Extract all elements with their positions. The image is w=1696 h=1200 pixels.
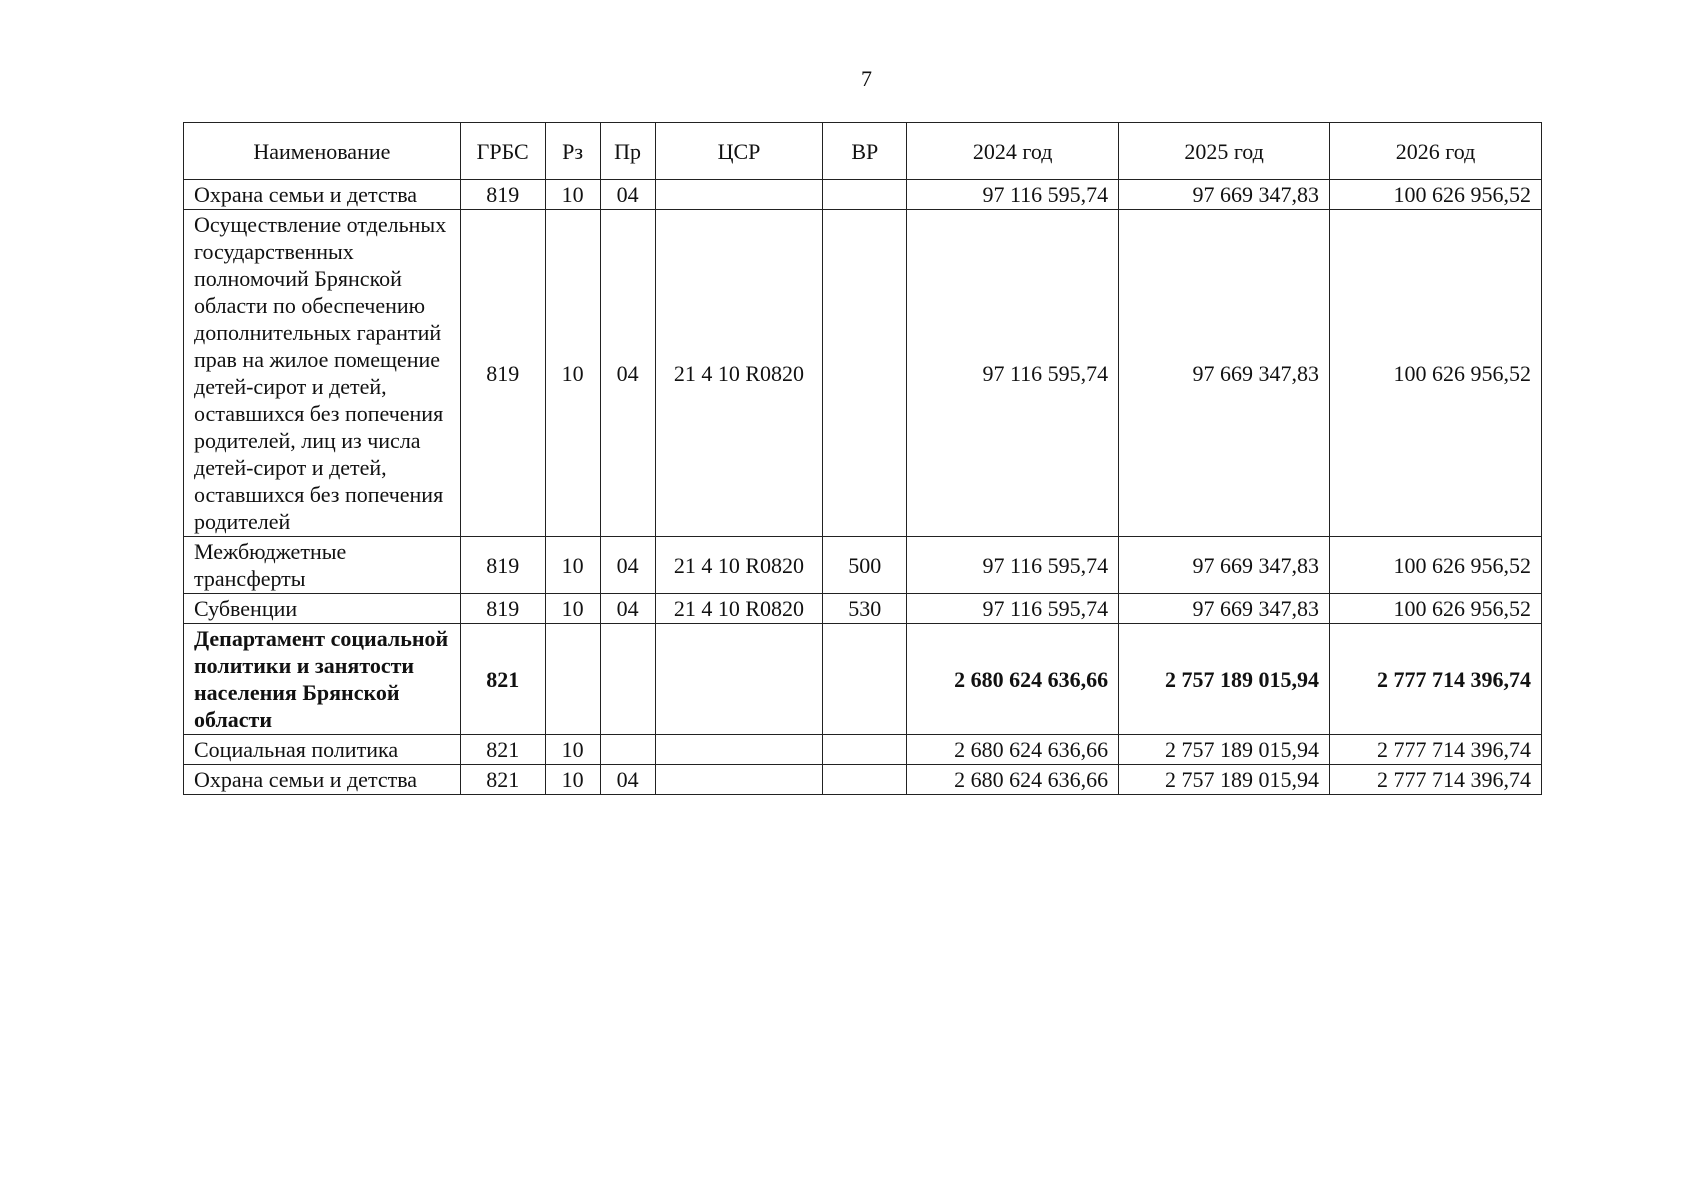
cell-2025: 97 669 347,83: [1119, 537, 1330, 594]
cell-rz: 10: [545, 210, 600, 537]
table-row: [184, 594, 1542, 624]
cell-2024: 97 116 595,74: [907, 180, 1119, 210]
cell-rz: 10: [545, 594, 600, 624]
cell-2026: 100 626 956,52: [1330, 180, 1542, 210]
cell-rz: 10: [545, 180, 600, 210]
table-row: [184, 210, 1542, 537]
table-row: [184, 180, 1542, 210]
table-row: [184, 765, 1542, 795]
cell-csr: 21 4 10 R0820: [655, 537, 823, 594]
cell-2025: 2 757 189 015,94: [1119, 735, 1330, 765]
table-row: [184, 537, 1542, 594]
cell-name: Охрана семьи и детства: [184, 180, 461, 210]
cell-csr: 21 4 10 R0820: [655, 594, 823, 624]
cell-vr: 530: [823, 594, 907, 624]
cell-2026: 100 626 956,52: [1330, 537, 1542, 594]
cell-2025: 2 757 189 015,94: [1119, 624, 1330, 735]
cell-2026: 2 777 714 396,74: [1330, 735, 1542, 765]
cell-2026: 2 777 714 396,74: [1330, 624, 1542, 735]
cell-name: Охрана семьи и детства: [184, 765, 461, 795]
cell-2026: 2 777 714 396,74: [1330, 765, 1542, 795]
cell-pr: 04: [600, 594, 655, 624]
cell-rz: 10: [545, 765, 600, 795]
cell-2024: 2 680 624 636,66: [907, 765, 1119, 795]
cell-vr: [823, 624, 907, 735]
header-2026: 2026 год: [1330, 123, 1542, 180]
cell-grbs: 819: [460, 180, 545, 210]
cell-name: Департамент социальной политики и занятости населения Брянской области: [184, 624, 461, 735]
header-2025: 2025 год: [1119, 123, 1330, 180]
cell-2024: 97 116 595,74: [907, 537, 1119, 594]
cell-name: Субвенции: [184, 594, 461, 624]
cell-2026: 100 626 956,52: [1330, 594, 1542, 624]
cell-rz: 10: [545, 537, 600, 594]
cell-vr: [823, 210, 907, 537]
cell-2024: 97 116 595,74: [907, 210, 1119, 537]
cell-grbs: 821: [460, 735, 545, 765]
header-name: Наименование: [184, 123, 461, 180]
cell-csr: [655, 624, 823, 735]
budget-table: [183, 122, 1542, 795]
header-grbs: ГРБС: [460, 123, 545, 180]
cell-rz: [545, 624, 600, 735]
cell-grbs: 821: [460, 765, 545, 795]
cell-2024: 97 116 595,74: [907, 594, 1119, 624]
table-row: [184, 735, 1542, 765]
cell-grbs: 821: [460, 624, 545, 735]
cell-grbs: 819: [460, 594, 545, 624]
table-row: [184, 624, 1542, 735]
cell-2024: 2 680 624 636,66: [907, 624, 1119, 735]
header-vr: ВР: [823, 123, 907, 180]
cell-rz: 10: [545, 735, 600, 765]
cell-pr: 04: [600, 210, 655, 537]
header-csr: ЦСР: [655, 123, 823, 180]
cell-pr: [600, 735, 655, 765]
cell-vr: 500: [823, 537, 907, 594]
page-number: 7: [861, 66, 872, 91]
cell-vr: [823, 765, 907, 795]
header-pr: Пр: [600, 123, 655, 180]
cell-name: Межбюджетные трансферты: [184, 537, 461, 594]
cell-csr: [655, 765, 823, 795]
cell-name: Осуществление отдельных государственных полномочий Брянской области по обеспечению дополнительных гарантий прав на жилое помещение детей-сирот и детей, оставшихся без попечения родителей, лиц из числа детей-сирот и детей, оставшихся без попечения родителей: [184, 210, 461, 537]
cell-csr: [655, 735, 823, 765]
table-body: [184, 180, 1542, 795]
cell-grbs: 819: [460, 210, 545, 537]
header-2024: 2024 год: [907, 123, 1119, 180]
cell-csr: [655, 180, 823, 210]
cell-2026: 100 626 956,52: [1330, 210, 1542, 537]
cell-name: Социальная политика: [184, 735, 461, 765]
table-header-row: [184, 123, 1542, 180]
cell-2025: 2 757 189 015,94: [1119, 765, 1330, 795]
cell-pr: 04: [600, 180, 655, 210]
cell-pr: [600, 624, 655, 735]
cell-2025: 97 669 347,83: [1119, 594, 1330, 624]
cell-grbs: 819: [460, 537, 545, 594]
cell-2025: 97 669 347,83: [1119, 180, 1330, 210]
cell-vr: [823, 735, 907, 765]
cell-vr: [823, 180, 907, 210]
cell-2025: 97 669 347,83: [1119, 210, 1330, 537]
cell-pr: 04: [600, 765, 655, 795]
header-rz: Рз: [545, 123, 600, 180]
cell-csr: 21 4 10 R0820: [655, 210, 823, 537]
cell-pr: 04: [600, 537, 655, 594]
cell-2024: 2 680 624 636,66: [907, 735, 1119, 765]
